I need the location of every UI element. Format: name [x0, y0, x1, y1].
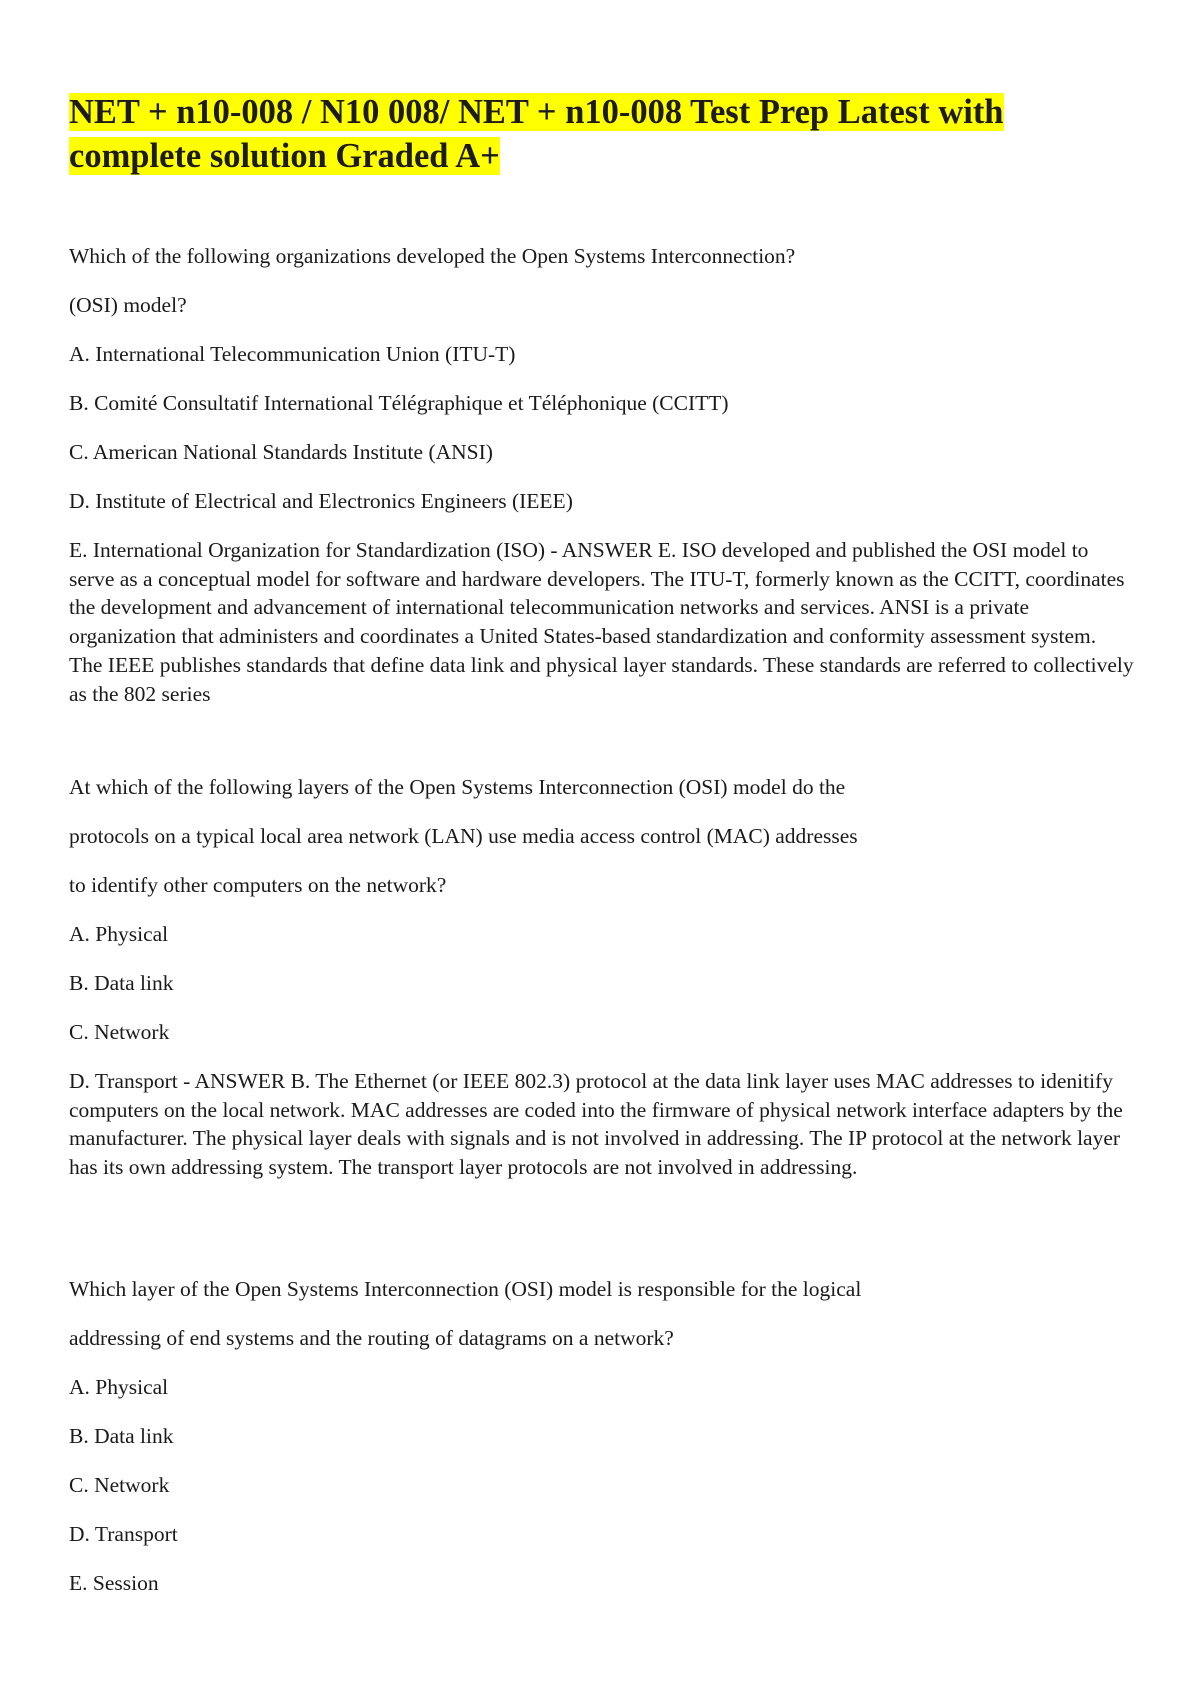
q2-option-a: A. Physical — [69, 922, 169, 946]
q3-option-e: E. Session — [69, 1571, 159, 1595]
q1-answer: E. International Organization for Standardization (ISO) - ANSWER E. ISO developed and published the OSI model to serve as a conceptual model for software and hardware developers. The ITU-T, formerly known as the CCITT, coordinates the development and advancement of international telecommunication networks and services. ANSI is a private organization that administers and coordinates a United States-based standardization and conformity assessment system. The IEEE publishes standards that define data link and physical layer standards. These standards are referred to collectively as the 802 series — [69, 538, 1134, 706]
q1-option-a: A. International Telecommunication Union (ITU-T) — [69, 342, 516, 366]
q3-question-line-1: Which layer of the Open Systems Interconnection (OSI) model is responsible for the logical — [69, 1277, 862, 1301]
q2-option-b: B. Data link — [69, 971, 174, 995]
q3-option-b: B. Data link — [69, 1424, 174, 1448]
q1-option-c: C. American National Standards Institute (ANSI) — [69, 440, 493, 464]
q3-option-c: C. Network — [69, 1473, 170, 1497]
q3-option-d: D. Transport — [69, 1522, 178, 1546]
q3-question-line-2: addressing of end systems and the routing of datagrams on a network? — [69, 1326, 674, 1350]
q1-question-line-1: Which of the following organizations developed the Open Systems Interconnection? — [69, 244, 796, 268]
q1-option-d: D. Institute of Electrical and Electronics Engineers (IEEE) — [69, 489, 573, 513]
document-title — [69, 90, 1129, 178]
q2-question-line-1: At which of the following layers of the Open Systems Interconnection (OSI) model do the — [69, 775, 846, 799]
q2-answer: D. Transport - ANSWER B. The Ethernet (or IEEE 802.3) protocol at the data link layer uses MAC addresses to idenitify computers on the local network. MAC addresses are coded into the firmware of physical network interface adapters by the manufacturer. The physical layer deals with signals and is not involved in addressing. The IP protocol at the network layer has its own addressing system. The transport layer protocols are not involved in addressing. — [69, 1069, 1123, 1180]
q2-option-c: C. Network — [69, 1020, 170, 1044]
q3-option-a: A. Physical — [69, 1375, 169, 1399]
title-highlight: NET + n10-008 / N10 008/ NET + n10-008 Test Prep Latest with complete solution Graded A+ — [69, 93, 1004, 175]
q1-question-line-2: (OSI) model? — [69, 293, 187, 317]
q2-question-line-2: protocols on a typical local area network (LAN) use media access control (MAC) addresses — [69, 824, 858, 848]
q2-question-line-3: to identify other computers on the network? — [69, 873, 447, 897]
q1-option-b: B. Comité Consultatif International Télégraphique et Téléphonique (CCITT) — [69, 391, 729, 415]
